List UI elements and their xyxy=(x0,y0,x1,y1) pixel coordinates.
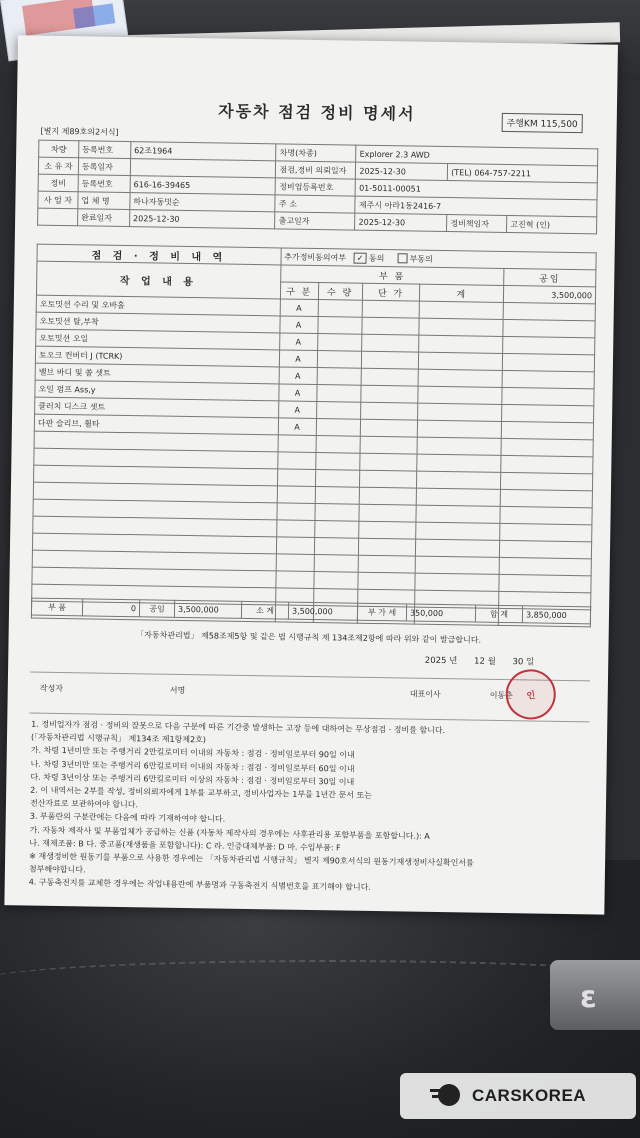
table-cell xyxy=(416,505,500,523)
table-cell xyxy=(358,504,416,522)
grand-total-value: 3,850,000 xyxy=(522,606,590,624)
total-labor-value: 3,500,000 xyxy=(174,600,241,618)
section-title: 점 검 · 정 비 내 역 xyxy=(37,244,281,265)
notes-section xyxy=(29,718,592,898)
table-cell xyxy=(502,370,594,388)
work-item: 오일 펌프 Ass,y xyxy=(35,380,279,401)
table-cell xyxy=(419,318,503,336)
writer-label: 작성자 xyxy=(39,683,64,694)
issue-day: 30 일 xyxy=(512,657,535,668)
note-line: 3. 부품란의 구분란에는 다음에 따라 기재하여야 합니다. xyxy=(29,811,226,825)
disagree-label: 부동의 xyxy=(409,253,433,264)
col-qty: 수 량 xyxy=(318,283,362,301)
table-cell xyxy=(360,402,418,420)
seat-trim-panel: ɛ xyxy=(550,960,640,1030)
label-vehicle: 차량 xyxy=(39,140,79,158)
request-date: 2025-12-30 xyxy=(356,162,448,180)
seat-stitching xyxy=(0,960,640,1002)
work-rows xyxy=(31,295,595,627)
issue-month: 12 월 xyxy=(474,656,496,667)
table-cell xyxy=(417,488,501,506)
table-cell xyxy=(359,487,417,505)
table-cell xyxy=(499,557,591,575)
agree-label: 동의 xyxy=(368,253,385,263)
label-manager: 정비책임자 xyxy=(447,215,507,233)
table-cell xyxy=(316,419,360,437)
table-cell xyxy=(317,368,361,386)
col-type: 구 분 xyxy=(280,282,318,300)
vat-value: 350,000 xyxy=(406,604,475,622)
carskorea-logo-icon xyxy=(430,1081,464,1111)
table-cell xyxy=(313,571,357,589)
table-cell xyxy=(358,521,416,539)
table-cell xyxy=(500,506,592,524)
note-line: 가. 차령 1년미만 또는 주행거리 2만킬로미터 이내의 자동차 : 점검 · 정비일로부터 90일 이내 xyxy=(30,745,355,761)
table-cell xyxy=(419,335,503,353)
note-line: 가. 자동차 제작사 및 부품업체가 공급하는 신품 (자동차 제작사의 경우에는 사후관리용 포함부품을 포함합니다.): A xyxy=(29,825,430,841)
table-cell xyxy=(415,573,499,591)
parts-header: 부 품 xyxy=(280,265,504,286)
label-addr: 주 소 xyxy=(275,195,355,213)
table-cell xyxy=(314,555,358,573)
table-cell xyxy=(357,572,415,590)
table-cell xyxy=(315,470,359,488)
work-item: 오토밋션 수리 및 오바홀 xyxy=(36,295,280,316)
table-cell xyxy=(503,319,595,337)
disagree-checkbox xyxy=(397,253,407,263)
table-cell xyxy=(502,387,594,405)
table-cell xyxy=(317,334,361,352)
grand-total-label: 합 계 xyxy=(475,605,522,623)
table-cell xyxy=(361,368,419,386)
table-cell xyxy=(359,453,417,471)
table-cell xyxy=(358,538,416,556)
note-line: 나. 재제조품: B 다. 중고품(재생품을 포함합니다): C 라. 인증대체부품: D 마. 수입부품: F xyxy=(29,838,341,853)
table-cell xyxy=(418,369,502,387)
table-cell xyxy=(361,334,419,352)
work-item: 다판 슬리브, 휠타 xyxy=(34,414,278,435)
table-cell xyxy=(316,402,360,420)
table-cell xyxy=(500,523,592,541)
subtotal-value: 3,500,000 xyxy=(288,602,357,620)
out-date: 2025-12-30 xyxy=(355,213,447,231)
agree-checkbox: ✓ xyxy=(354,252,367,263)
table-cell xyxy=(360,385,418,403)
label-owner: 소 유 자 xyxy=(38,157,78,175)
table-cell xyxy=(314,538,358,556)
labor-header: 공임 xyxy=(504,268,596,286)
label-request-date: 점검,정비 의뢰일자 xyxy=(276,161,356,179)
table-cell xyxy=(362,300,420,318)
vehicle-regno: 62조1964 xyxy=(131,142,277,161)
label-out-date: 출고일자 xyxy=(275,212,355,230)
vehicle-model: Explorer 2.3 AWD xyxy=(356,145,598,166)
table-cell xyxy=(276,520,314,538)
label-model: 차명(차종) xyxy=(276,144,356,162)
company-seal-stamp: 인 xyxy=(502,666,559,723)
table-cell xyxy=(314,521,358,539)
consent-label: 추가정비동의여부 xyxy=(284,251,347,262)
table-cell xyxy=(501,472,593,490)
shop-tel: (TEL) 064-757-2211 xyxy=(448,164,598,183)
table-cell xyxy=(359,470,417,488)
done-date: 2025-12-30 xyxy=(129,210,275,229)
table-cell xyxy=(417,437,501,455)
work-item-type: A xyxy=(278,384,316,402)
label-done-date: 완료일자 xyxy=(78,209,130,227)
table-cell xyxy=(317,317,361,335)
label-regdate: 등록일자 xyxy=(78,158,130,176)
table-cell xyxy=(502,404,594,422)
table-cell xyxy=(417,454,501,472)
table-cell xyxy=(277,486,315,504)
table-cell xyxy=(361,317,419,335)
label-regno: 등록번호 xyxy=(79,141,131,159)
note-line: 2. 이 내역서는 2부를 작성, 정비의뢰자에게 1부를 교부하고, 정비사업자는 1부를 1년간 문서 또는 xyxy=(30,785,373,800)
work-item-type: A xyxy=(278,401,316,419)
table-cell xyxy=(416,556,500,574)
total-parts-label: 부 품 xyxy=(31,598,82,616)
label-shop-name: 업 체 명 xyxy=(78,192,130,210)
manager-seal: (인) xyxy=(535,219,551,230)
label-bizno: 등록번호 xyxy=(78,175,130,193)
note-line: 다. 차령 3년이상 또는 주행거리 6만킬로미터 이상의 자동차 : 점검 · 정비일로부터 30일 이내 xyxy=(30,772,355,787)
table-cell xyxy=(501,438,593,456)
table-cell xyxy=(315,453,359,471)
table-cell xyxy=(276,554,314,572)
info-table xyxy=(37,140,598,235)
col-sum: 계 xyxy=(420,284,504,302)
shop-addr: 제주시 아라1동2416-7 xyxy=(355,196,597,217)
note-line: (「자동차관리법 시행규칙」 제134조 제1항제2호) xyxy=(30,732,207,745)
table-cell xyxy=(418,403,502,421)
table-cell xyxy=(420,301,504,319)
inspection-document xyxy=(4,35,618,914)
work-item-type: A xyxy=(280,299,318,317)
rep-name: 이동춘 xyxy=(489,690,513,701)
table-cell xyxy=(360,436,418,454)
carskorea-watermark xyxy=(400,1073,636,1119)
work-item: 토오크 컨버터 J (TCRK) xyxy=(35,346,279,367)
manager-name: 고진혁 xyxy=(510,219,534,229)
table-cell xyxy=(416,539,500,557)
shop-licno: 01-5011-00051 xyxy=(356,179,598,200)
issue-year: 2025 년 xyxy=(424,655,458,667)
table-cell xyxy=(277,469,315,487)
manager xyxy=(507,215,597,233)
table-cell xyxy=(278,435,316,453)
work-item-type: A xyxy=(278,418,316,436)
note-line: ※ 재생정비한 원동기를 부품으로 사용한 경우에는 「자동차관리법 시행규칙」 별지 제90호서식의 원동기재생정비사실확인서를 xyxy=(29,851,474,868)
total-parts-value: 0 xyxy=(82,599,139,617)
table-cell xyxy=(317,351,361,369)
note-line: 1. 정비업자가 점검 · 정비의 잘못으로 다음 구분에 따른 기간중 발생하는 고장 등에 대하여는 무상점검 · 정비를 합니다. xyxy=(31,719,446,736)
note-line: 전산자료로 보관하여야 합니다. xyxy=(29,798,139,810)
table-cell xyxy=(500,540,592,558)
table-cell xyxy=(501,455,593,473)
mileage-box: 주행KM 115,500 xyxy=(501,113,582,133)
vat-label: 부 가 세 xyxy=(357,603,406,621)
table-cell xyxy=(318,300,362,318)
table-cell xyxy=(315,504,359,522)
label-business: 사 업 자 xyxy=(38,191,78,209)
table-cell xyxy=(502,353,594,371)
table-cell xyxy=(419,352,503,370)
table-cell xyxy=(316,436,360,454)
issue-date xyxy=(411,654,535,668)
work-item: 오토밋션 탈,부착 xyxy=(36,312,280,333)
work-table xyxy=(31,244,597,628)
table-cell xyxy=(501,421,593,439)
labor-total: 3,500,000 xyxy=(504,285,596,303)
table-cell xyxy=(417,471,501,489)
table-cell xyxy=(361,351,419,369)
note-line: 나. 차령 3년미만 또는 주행거리 6만킬로미터 이내의 자동차 : 점검 · 정비일로부터 60일 이내 xyxy=(30,759,355,774)
col-unit: 단 가 xyxy=(362,283,420,301)
table-cell xyxy=(358,555,416,573)
work-item-type: A xyxy=(279,316,317,334)
table-cell xyxy=(418,386,502,404)
work-item: 오토밋션 오일 xyxy=(36,329,280,350)
table-cell xyxy=(277,503,315,521)
total-labor-label: 공임 xyxy=(139,600,174,618)
rep-label: 대표이사 xyxy=(409,689,441,700)
work-item: 클러치 디스크 셋트 xyxy=(35,397,279,418)
work-item-type: A xyxy=(279,350,317,368)
note-line: 4. 구동축전지를 교체한 경우에는 작업내용란에 부품명과 구동축전지 식별번호를 표기해야 합니다. xyxy=(28,877,371,893)
label-licno: 정비업등록번호 xyxy=(276,178,356,196)
work-item-type: A xyxy=(279,333,317,351)
work-item-type: A xyxy=(279,367,317,385)
table-cell xyxy=(499,574,591,592)
table-cell xyxy=(360,419,418,437)
watermark-text: CARSKOREA xyxy=(472,1086,587,1105)
table-cell xyxy=(277,452,315,470)
table-cell xyxy=(500,489,592,507)
table-cell xyxy=(416,522,500,540)
label-maint: 정비 xyxy=(38,174,78,192)
subtotal-label: 소 계 xyxy=(241,601,288,619)
work-header: 작 업 내 용 xyxy=(36,261,280,299)
form-number: [별지 제89호의2서식] xyxy=(40,126,119,137)
shop-name: 하나자동밋순 xyxy=(130,193,276,212)
sign-label: 서명 xyxy=(169,685,186,695)
table-cell xyxy=(316,385,360,403)
note-line: 첨부해야합니다. xyxy=(28,864,86,875)
issue-law-text: 「자동차관리법」 제58조제5항 및 같은 법 시행규칙 제 134조제2항에 따라 위와 같이 발급합니다. xyxy=(136,630,482,645)
table-cell xyxy=(503,336,595,354)
table-cell xyxy=(503,302,595,320)
table-cell xyxy=(276,537,314,555)
shop-bizno: 616-16-39465 xyxy=(130,176,276,195)
table-cell xyxy=(315,487,359,505)
table-cell xyxy=(275,571,313,589)
table-cell xyxy=(418,420,502,438)
document-title: 자동차 점검 정비 명세서 xyxy=(218,101,416,124)
work-item: 밸브 바디 및 쏠 셋트 xyxy=(35,363,279,384)
